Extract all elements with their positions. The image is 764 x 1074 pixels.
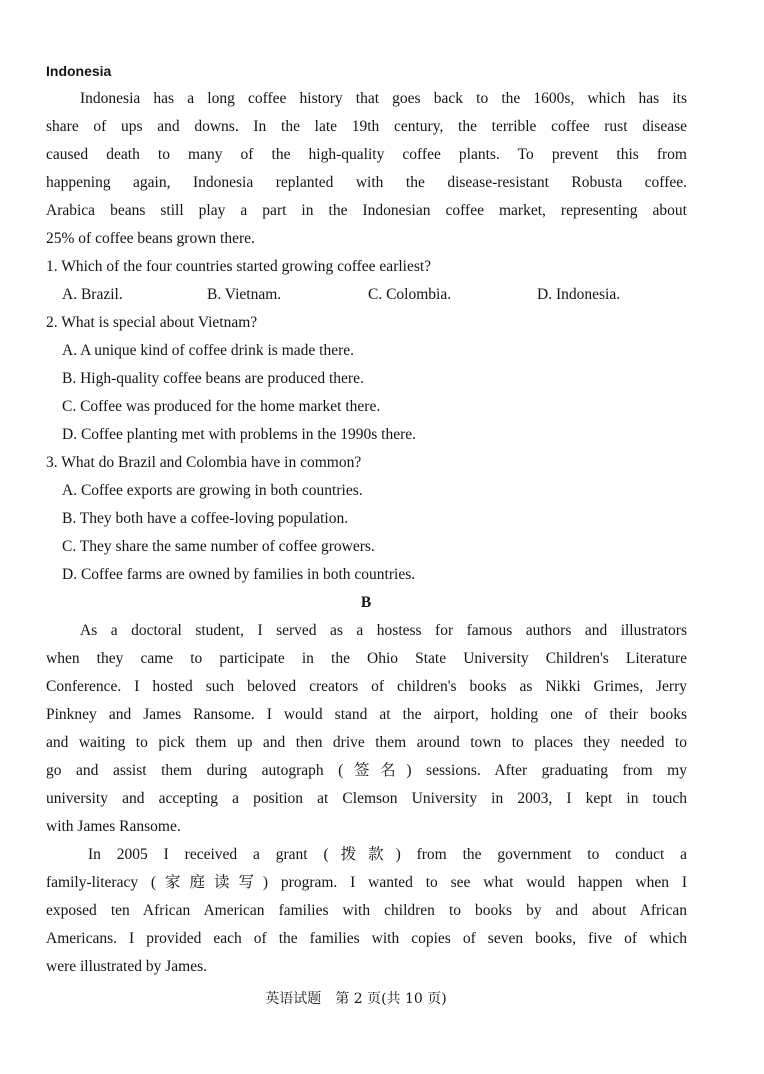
option-b: B. High-quality coffee beans are produced there.: [62, 370, 364, 387]
option-d: D. Coffee planting met with problems in the 1990s there.: [62, 426, 416, 443]
paragraph-line: Americans. I provided each of the families with copies of seven books, five of which: [46, 930, 687, 947]
question-stem: 1. Which of the four countries started growing coffee earliest?: [46, 258, 432, 275]
paragraph-line: exposed ten African American families with children to books by and about African: [46, 902, 687, 919]
option-a: A. Coffee exports are growing in both countries.: [62, 482, 363, 499]
paragraph-line: Pinkney and James Ransome. I would stand at the airport, holding one of their books: [46, 706, 687, 723]
option-a: A. A unique kind of coffee drink is made there.: [62, 342, 354, 359]
option-b: B. Vietnam.: [207, 286, 282, 303]
paragraph-line: Arabica beans still play a part in the Indonesian coffee market, representing about: [46, 202, 687, 219]
paragraph-line: Conference. I hosted such beloved creators of children's books as Nikki Grimes, Jerry: [46, 678, 687, 695]
paragraph-line: when they came to participate in the Ohio State University Children's Literature: [46, 650, 687, 667]
paragraph-line: with James Ransome.: [46, 818, 181, 835]
option-c: C. They share the same number of coffee growers.: [62, 538, 375, 555]
paragraph-line: university and accepting a position at Clemson University in 2003, I kept in touch: [46, 790, 687, 807]
paragraph-line: Indonesia has a long coffee history that goes back to the 1600s, which has its: [80, 90, 687, 107]
paragraph-line: As a doctoral student, I served as a hostess for famous authors and illustrators: [80, 622, 687, 639]
option-a: A. Brazil.: [62, 286, 123, 303]
paragraph-line: go and assist them during autograph (签名) sessions. After graduating from my: [46, 762, 687, 779]
question-stem: 3. What do Brazil and Colombia have in common?: [46, 454, 362, 471]
paragraph-line: In 2005 I received a grant (拨款) from the government to conduct a: [88, 846, 687, 863]
option-b: B. They both have a coffee-loving population.: [62, 510, 349, 527]
paragraph-line: happening again, Indonesia replanted with the disease-resistant Robusta coffee.: [46, 174, 687, 191]
option-c: C. Coffee was produced for the home market there.: [62, 398, 381, 415]
paragraph-line: share of ups and downs. In the late 19th century, the terrible coffee rust disease: [46, 118, 687, 135]
option-d: D. Indonesia.: [537, 286, 621, 303]
option-c: C. Colombia.: [368, 286, 452, 303]
paragraph-line: 25% of coffee beans grown there.: [46, 230, 255, 247]
question-1-options: [62, 281, 662, 309]
paragraph-line: caused death to many of the high-quality coffee plants. To prevent this from: [46, 146, 687, 163]
option-d: D. Coffee farms are owned by families in both countries.: [62, 566, 416, 583]
section-title-b: B: [360, 594, 372, 611]
paragraph-line: family-literacy (家庭读写) program. I wanted to see what would happen when I: [46, 874, 687, 891]
question-stem: 2. What is special about Vietnam?: [46, 314, 258, 331]
paragraph-line: were illustrated by James.: [46, 958, 207, 975]
paragraph-line: and waiting to pick them up and then drive them around town to places they needed to: [46, 734, 687, 751]
section-heading-indonesia: Indonesia: [46, 63, 112, 79]
page-footer: 英语试题 第 2 页(共 10 页): [265, 991, 447, 1007]
